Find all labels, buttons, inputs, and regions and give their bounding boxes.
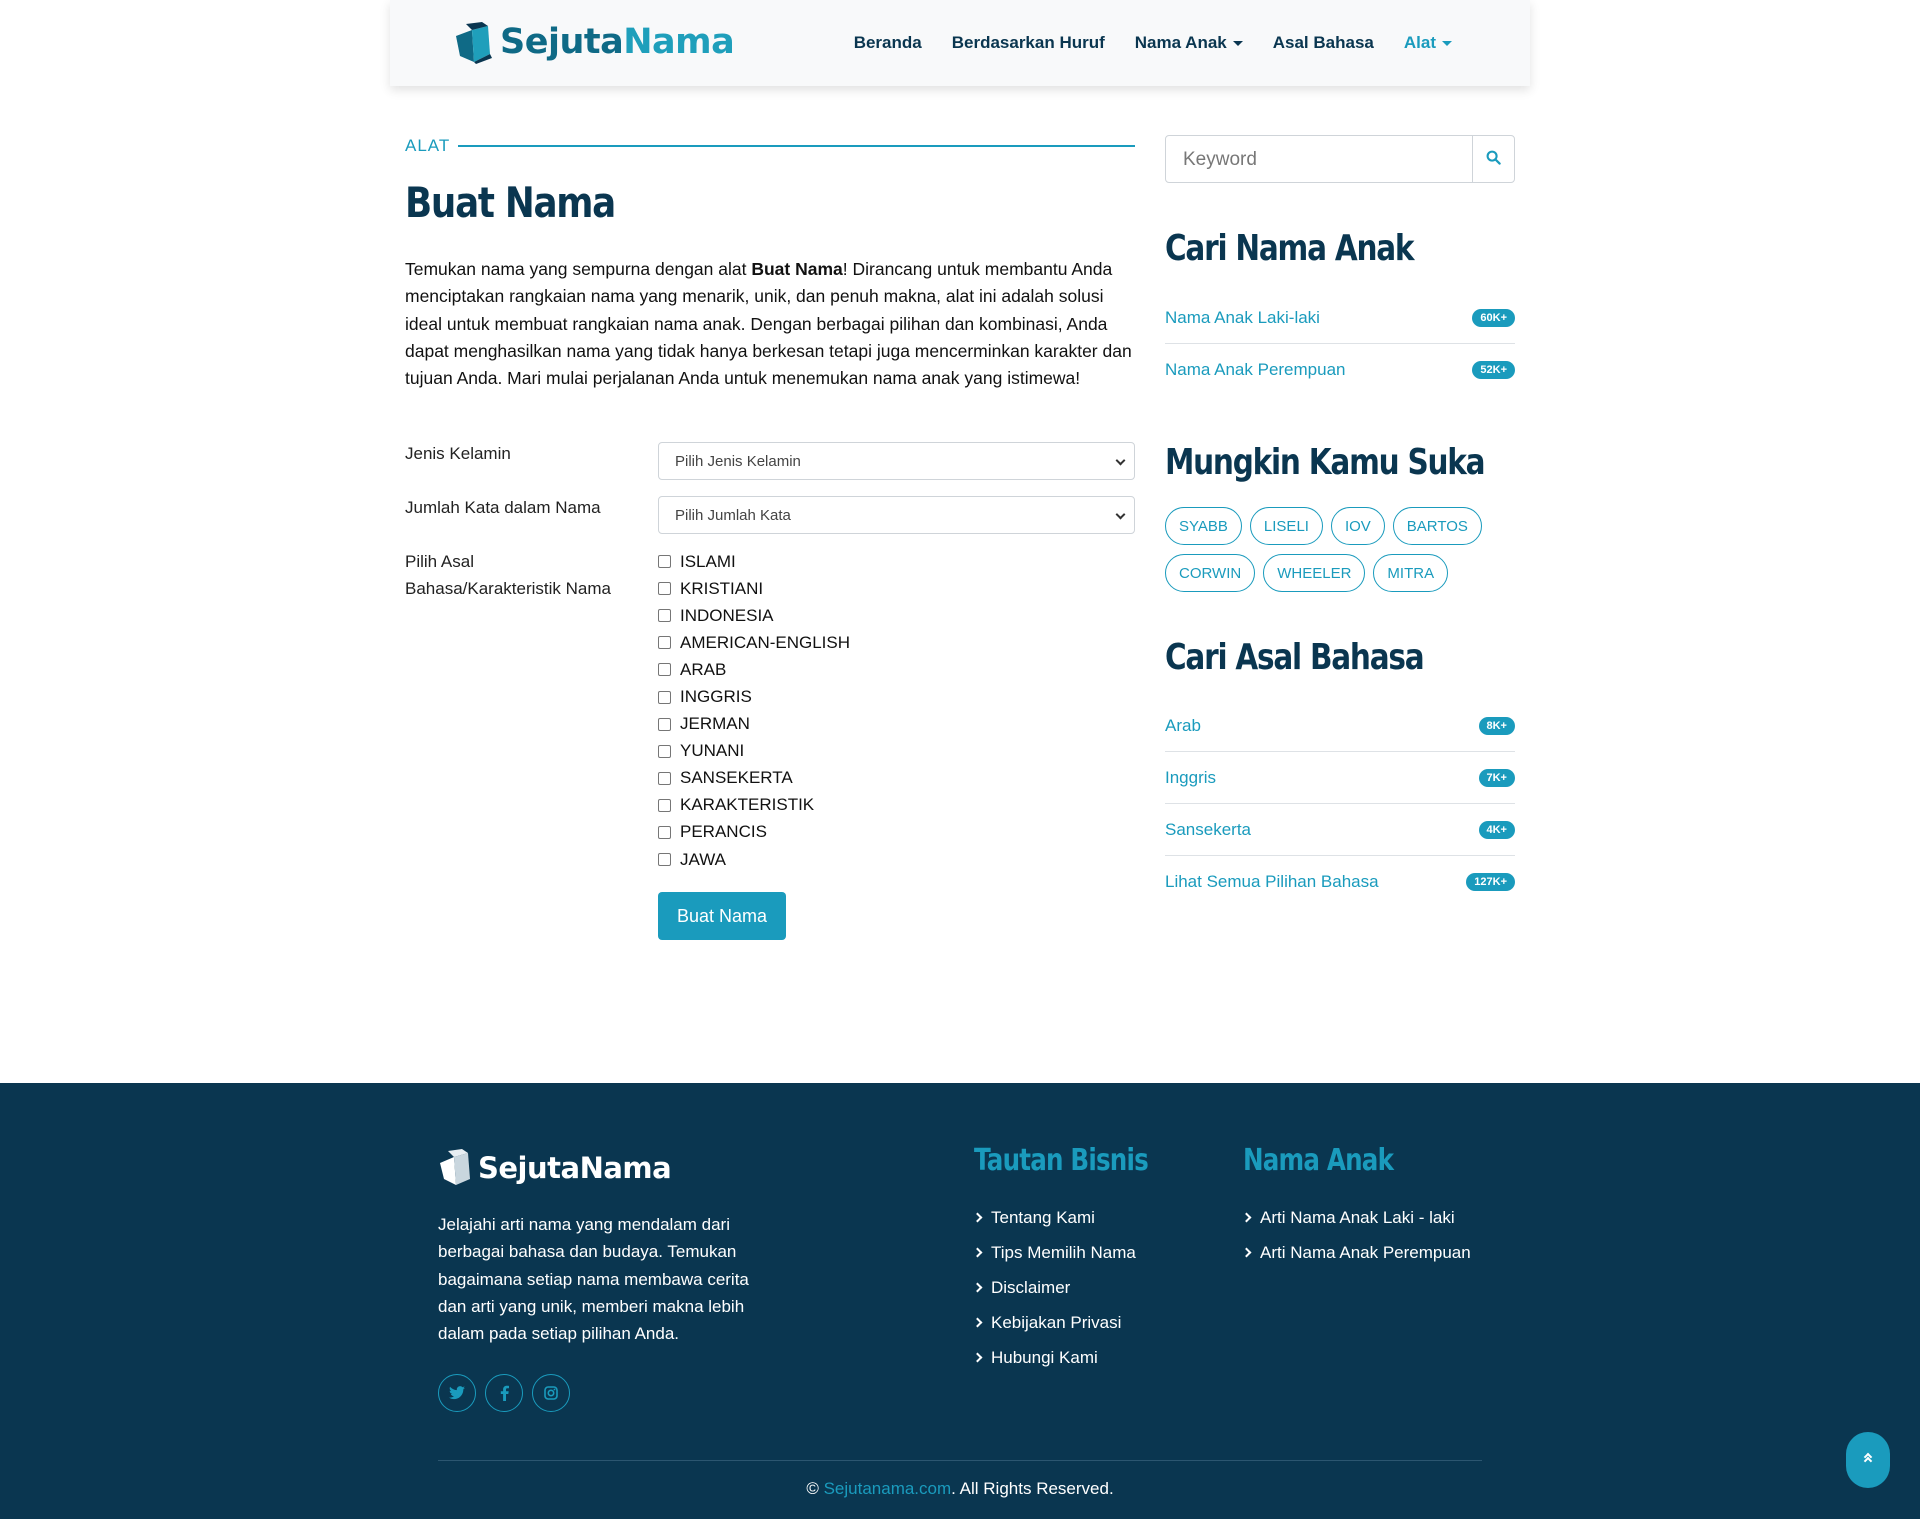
name-tag[interactable]: LISELI [1250, 507, 1323, 545]
chevron-right-icon [1242, 1213, 1252, 1223]
origin-option[interactable]: INGGRIS [658, 683, 850, 710]
checkbox[interactable] [658, 772, 671, 785]
count-badge: 52K+ [1472, 361, 1515, 379]
logo-text-part2: Nama [623, 22, 735, 62]
instagram-icon[interactable] [532, 1374, 570, 1412]
facebook-icon[interactable] [485, 1374, 523, 1412]
origin-label: Pilih Asal Bahasa/Karakteristik Nama [405, 552, 611, 598]
nama-anak-heading: Nama Anak [1243, 1143, 1394, 1178]
footer-divider [438, 1460, 1482, 1461]
section-label: ALAT [405, 136, 451, 155]
nav-item-alat[interactable]: Alat [1404, 33, 1452, 53]
footer-link[interactable]: Hubungi Kami [974, 1340, 1136, 1375]
business-links-heading: Tautan Bisnis [974, 1143, 1148, 1178]
nav-menu [854, 0, 1452, 86]
origin-option[interactable]: JERMAN [658, 711, 850, 738]
chevron-right-icon [973, 1213, 983, 1223]
name-tag[interactable]: SYABB [1165, 507, 1242, 545]
checkbox[interactable] [658, 799, 671, 812]
intro-paragraph: Temukan nama yang sempurna dengan alat Buat Nama! Dirancang untuk membantu Anda menciptakan rangkaian nama yang menarik, unik, dan penuh makna, alat ini adalah solusi ideal untuk membuat rangkaian nama anak. Dengan berbagai pilihan dan kombinasi, Anda dapat menghasilkan nama yang tidak hanya berkesan tetapi juga mencerminkan karakter dan tujuan Anda. Mari mulai perjalanan Anda untuk menemukan nama anak yang istimewa! [405, 259, 1132, 389]
list-item[interactable]: Sansekerta 4K+ [1165, 804, 1515, 856]
origin-option[interactable]: KARAKTERISTIK [658, 792, 850, 819]
footer [0, 1083, 1920, 1519]
list-item[interactable]: Inggris 7K+ [1165, 752, 1515, 804]
nav-item-nama-anak[interactable]: Nama Anak [1135, 33, 1243, 53]
scroll-to-top-button[interactable] [1846, 1432, 1890, 1488]
list-item[interactable]: Nama Anak Perempuan 52K+ [1165, 344, 1515, 396]
chevron-right-icon [973, 1353, 983, 1363]
origin-option[interactable]: ARAB [658, 656, 850, 683]
caret-down-icon [1233, 41, 1243, 46]
copyright-site-link[interactable]: Sejutanama.com [823, 1479, 952, 1498]
search-icon [1486, 150, 1501, 165]
copyright: © Sejutanama.com. All Rights Reserved. [806, 1479, 1114, 1498]
logo-text-part1: Sejuta [500, 22, 624, 62]
checkbox[interactable] [658, 826, 671, 839]
cari-asal-bahasa-list [1165, 700, 1515, 908]
list-item[interactable]: Lihat Semua Pilihan Bahasa 127K+ [1165, 856, 1515, 908]
footer-description: Jelajahi arti nama yang mendalam dari berbagai bahasa dan budaya. Temukan bagaimana setiap nama membawa cerita dan arti yang unik, memberi makna lebih dalam pada setiap pilihan Anda. [438, 1215, 749, 1344]
origin-option[interactable]: SANSEKERTA [658, 765, 850, 792]
checkbox[interactable] [658, 718, 671, 731]
search-input[interactable]: Keyword [1183, 149, 1257, 170]
count-badge: 7K+ [1479, 769, 1516, 787]
checkbox[interactable] [658, 636, 671, 649]
cari-nama-anak-heading: Cari Nama Anak [1165, 228, 1414, 269]
checkbox[interactable] [658, 582, 671, 595]
chevron-right-icon [973, 1248, 983, 1258]
twitter-icon[interactable] [438, 1374, 476, 1412]
checkbox[interactable] [658, 663, 671, 676]
count-badge: 8K+ [1479, 717, 1516, 735]
site-logo[interactable] [452, 20, 734, 64]
caret-down-icon [1442, 41, 1452, 46]
name-tag[interactable]: BARTOS [1393, 507, 1482, 545]
gender-select[interactable]: Pilih Jenis Kelamin [658, 442, 1135, 480]
chevron-right-icon [1242, 1248, 1252, 1258]
nama-anak-links [1243, 1200, 1471, 1270]
suggested-names [1165, 507, 1525, 592]
origin-option[interactable]: KRISTIANI [658, 575, 850, 602]
search-button[interactable] [1472, 136, 1514, 182]
origin-option[interactable]: JAWA [658, 846, 850, 873]
chevron-down-icon [1116, 510, 1126, 520]
checkbox[interactable] [658, 555, 671, 568]
checkbox[interactable] [658, 853, 671, 866]
footer-logo[interactable]: SejutaNama [438, 1149, 671, 1187]
cari-asal-bahasa-heading: Cari Asal Bahasa [1165, 637, 1424, 678]
generate-name-button[interactable]: Buat Nama [658, 892, 786, 940]
social-links [438, 1374, 570, 1412]
book-logo-icon [438, 1149, 474, 1187]
footer-link[interactable]: Tips Memilih Nama [974, 1235, 1136, 1270]
chevron-down-icon [1116, 456, 1126, 466]
name-tag[interactable]: MITRA [1373, 554, 1448, 592]
origin-option[interactable]: AMERICAN-ENGLISH [658, 629, 850, 656]
footer-link[interactable]: Disclaimer [974, 1270, 1136, 1305]
cari-nama-anak-list [1165, 292, 1515, 396]
nav-item-berdasarkan-huruf[interactable]: Berdasarkan Huruf [951, 33, 1105, 52]
nav-item-beranda[interactable]: Beranda [853, 33, 922, 52]
count-badge: 127K+ [1466, 873, 1515, 891]
footer-link[interactable]: Arti Nama Anak Laki - laki [1243, 1200, 1471, 1235]
mungkin-kamu-suka-heading: Mungkin Kamu Suka [1165, 442, 1485, 483]
section-divider [458, 145, 1135, 147]
origin-option[interactable]: INDONESIA [658, 602, 850, 629]
list-item[interactable]: Arab 8K+ [1165, 700, 1515, 752]
book-logo-icon [452, 20, 496, 64]
chevron-right-icon [973, 1283, 983, 1293]
origin-checkbox-list [658, 548, 850, 873]
count-badge: 60K+ [1472, 309, 1515, 327]
gender-label: Jenis Kelamin [405, 444, 511, 463]
origin-option[interactable]: ISLAMI [658, 548, 850, 575]
name-tag[interactable]: CORWIN [1165, 554, 1255, 592]
origin-option[interactable]: PERANCIS [658, 819, 850, 846]
footer-link[interactable]: Arti Nama Anak Perempuan [1243, 1235, 1471, 1270]
count-badge: 4K+ [1479, 821, 1516, 839]
footer-link[interactable]: Tentang Kami [974, 1200, 1136, 1235]
word-count-select[interactable]: Pilih Jumlah Kata [658, 496, 1135, 534]
footer-link[interactable]: Kebijakan Privasi [974, 1305, 1136, 1340]
list-item[interactable]: Nama Anak Laki-laki 60K+ [1165, 292, 1515, 344]
business-links [974, 1200, 1136, 1375]
checkbox[interactable] [658, 745, 671, 758]
name-tag[interactable]: IOV [1331, 507, 1385, 545]
name-tag[interactable]: WHEELER [1263, 554, 1365, 592]
chevron-right-icon [973, 1318, 983, 1328]
navbar [390, 0, 1530, 86]
word-count-label: Jumlah Kata dalam Nama [405, 498, 601, 517]
page-title: Buat Nama [405, 178, 616, 227]
nav-item-asal-bahasa[interactable]: Asal Bahasa [1272, 33, 1374, 52]
checkbox[interactable] [658, 691, 671, 704]
origin-option[interactable]: YUNANI [658, 738, 850, 765]
checkbox[interactable] [658, 609, 671, 622]
search-box [1165, 135, 1515, 183]
